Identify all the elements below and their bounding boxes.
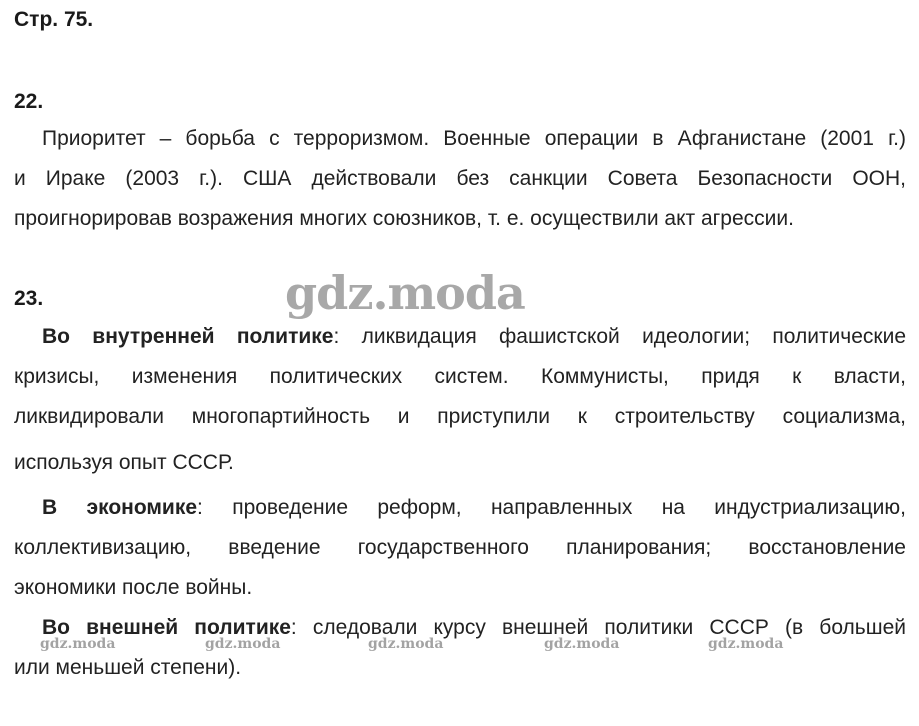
domestic-line-2: кризисы, изменения политических систем. Коммунисты, придя к власти, bbox=[14, 365, 906, 388]
domestic-heading: Во внутренней политике bbox=[42, 325, 334, 348]
foreign-line-1-text: : следовали курсу внешней политики СССР (в большей bbox=[290, 616, 906, 639]
watermark-small-1: gdz.moda bbox=[40, 636, 116, 652]
watermark-logo: gdz.moda bbox=[285, 266, 525, 320]
watermark-small-2: gdz.moda bbox=[205, 636, 281, 652]
foreign-heading: Во внешней политике bbox=[42, 616, 291, 639]
task-22-line-3: проигнорировав возражения многих союзников, т. е. осуществили акт агрессии. bbox=[14, 207, 794, 230]
foreign-line-2: или меньшей степени). bbox=[14, 656, 242, 679]
domestic-line-1-text: : ликвидация фашистской идеологии; политические bbox=[333, 325, 907, 348]
task-22-answer bbox=[14, 119, 906, 239]
economy-heading: В экономике bbox=[42, 496, 198, 519]
watermark-small-4: gdz.moda bbox=[544, 636, 620, 652]
task-number-22: 22. bbox=[14, 90, 44, 113]
economy-line-2: коллективизацию, введение государственного планирования; восстановление bbox=[14, 536, 906, 559]
watermark-small-3: gdz.moda bbox=[368, 636, 444, 652]
task-23-economy bbox=[14, 488, 906, 608]
domestic-line-4: используя опыт СССР. bbox=[14, 451, 234, 474]
task-22-line-1: Приоритет – борьба с терроризмом. Военные операции в Афганистане (2001 г.) bbox=[42, 127, 906, 150]
domestic-line-1 bbox=[14, 317, 906, 357]
economy-line-1 bbox=[14, 488, 906, 528]
economy-line-3: экономики после войны. bbox=[14, 576, 253, 599]
task-number-23: 23. bbox=[14, 287, 44, 310]
domestic-line-3: ликвидировали многопартийность и приступили к строительству социализма, bbox=[14, 405, 906, 428]
task-22-line-2: и Ираке (2003 г.). США действовали без санкции Совета Безопасности ООН, bbox=[14, 167, 906, 190]
economy-line-1-text: : проведение реформ, направленных на индустриализацию, bbox=[197, 496, 906, 519]
page-title: Стр. 75. bbox=[14, 8, 94, 31]
task-23-domestic-policy bbox=[14, 317, 906, 483]
watermark-small-5: gdz.moda bbox=[708, 636, 784, 652]
